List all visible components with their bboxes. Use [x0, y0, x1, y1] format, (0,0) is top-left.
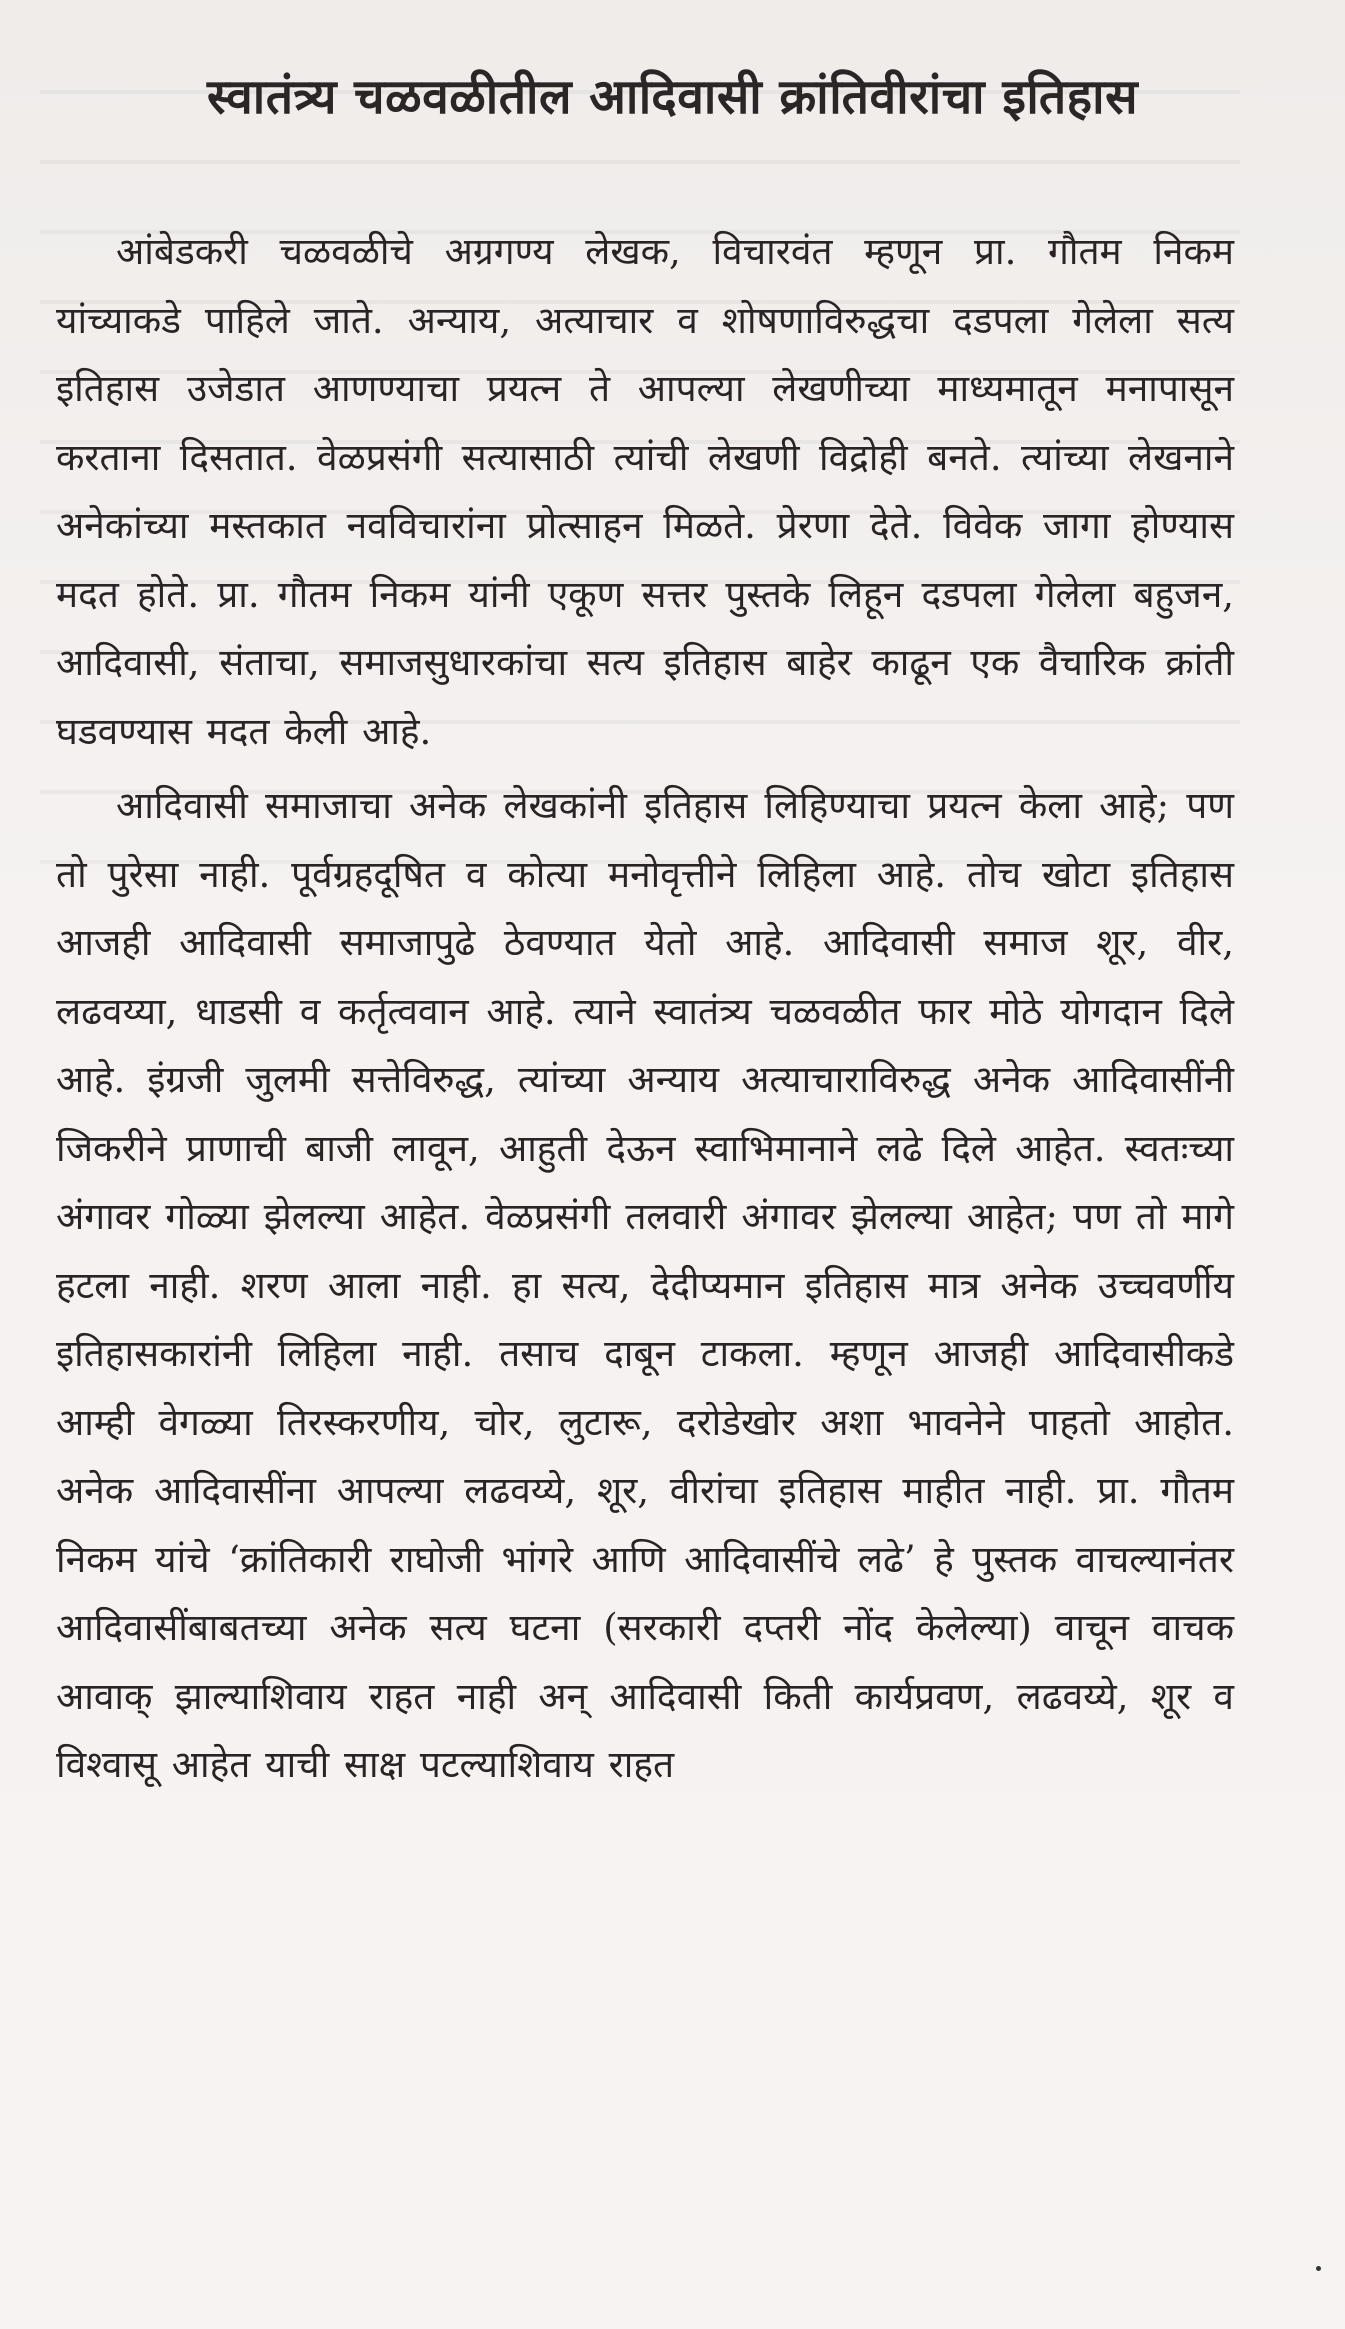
paragraph-1: आंबेडकरी चळवळीचे अग्रगण्य लेखक, विचारवंत म्हणून प्रा. गौतम निकम यांच्याकडे पाहिले जाते. अन्याय, अत्याचार व शोषणाविरुद्धचा दडपला गेलेला सत्य इतिहास उजेडात आणण्याचा प्रयत्न ते आपल्या लेखणीच्या माध्यमातून मनापासून करताना दिसतात. वेळप्रसंगी सत्यासाठी त्यांची लेखणी विद्रोही बनते. त्यांच्या लेखनाने अनेकांच्या मस्तकात नवविचारांना प्रोत्साहन मिळते. प्रेरणा देते. विवेक जागा होण्यास मदत होते. प्रा. गौतम निकम यांनी एकूण सत्तर पुस्तके लिहून दडपला गेलेला बहुजन, आदिवासी, संताचा, समाजसुधारकांचा सत्य इतिहास बाहेर काढून एक वैचारिक क्रांती घडवण्यास मदत केली आहे. [56, 230, 1234, 753]
body-text [56, 218, 1234, 1800]
page-mark [1316, 2266, 1321, 2271]
paragraph-2: आदिवासी समाजाचा अनेक लेखकांनी इतिहास लिहिण्याचा प्रयत्न केला आहे; पण तो पुरेसा नाही. पूर्वग्रहदूषित व कोत्या मनोवृत्तीने लिहिला आहे. तोच खोटा इतिहास आजही आदिवासी समाजापुढे ठेवण्यात येतो आहे. आदिवासी समाज शूर, वीर, लढवय्या, धाडसी व कर्तृत्ववान आहे. त्याने स्वातंत्र्य चळवळीत फार मोठे योगदान दिले आहे. इंग्रजी जुलमी सत्तेविरुद्ध, त्यांच्या अन्याय अत्याचाराविरुद्ध अनेक आदिवासींनी जिकरीने प्राणाची बाजी लावून, आहुती देऊन स्वाभिमानाने लढे दिले आहेत. स्वतःच्या अंगावर गोळ्या झेलल्या आहेत. वेळप्रसंगी तलवारी अंगावर झेलल्या आहेत; पण तो मागे हटला नाही. शरण आला नाही. हा सत्य, देदीप्यमान इतिहास मात्र अनेक उच्चवर्णीय इतिहासकारांनी लिहिला नाही. तसाच दाबून टाकला. म्हणून आजही आदिवासीकडे आम्ही वेगळ्या तिरस्करणीय, चोर, लुटारू, दरोडेखोर अशा भावनेने पाहतो आहोत. अनेक आदिवासींना आपल्या लढवय्ये, शूर, वीरांचा इतिहास माहीत नाही. प्रा. गौतम निकम यांचे ‘क्रांतिकारी राघोजी भांगरे आणि आदिवासींचे लढे’ हे पुस्तक वाचल्यानंतर आदिवासींबाबतच्या अनेक सत्य घटना (सरकारी दप्तरी नोंद केलेल्या) वाचून वाचक आवाक् झाल्याशिवाय राहत नाही अन् आदिवासी किती कार्यप्रवण, लढवय्ये, शूर व विश्वासू आहेत याची साक्ष पटल्याशिवाय राहत [56, 784, 1234, 1786]
page-title: स्वातंत्र्य चळवळीतील आदिवासी क्रांतिवीरांचा इतिहास [206, 69, 1139, 125]
